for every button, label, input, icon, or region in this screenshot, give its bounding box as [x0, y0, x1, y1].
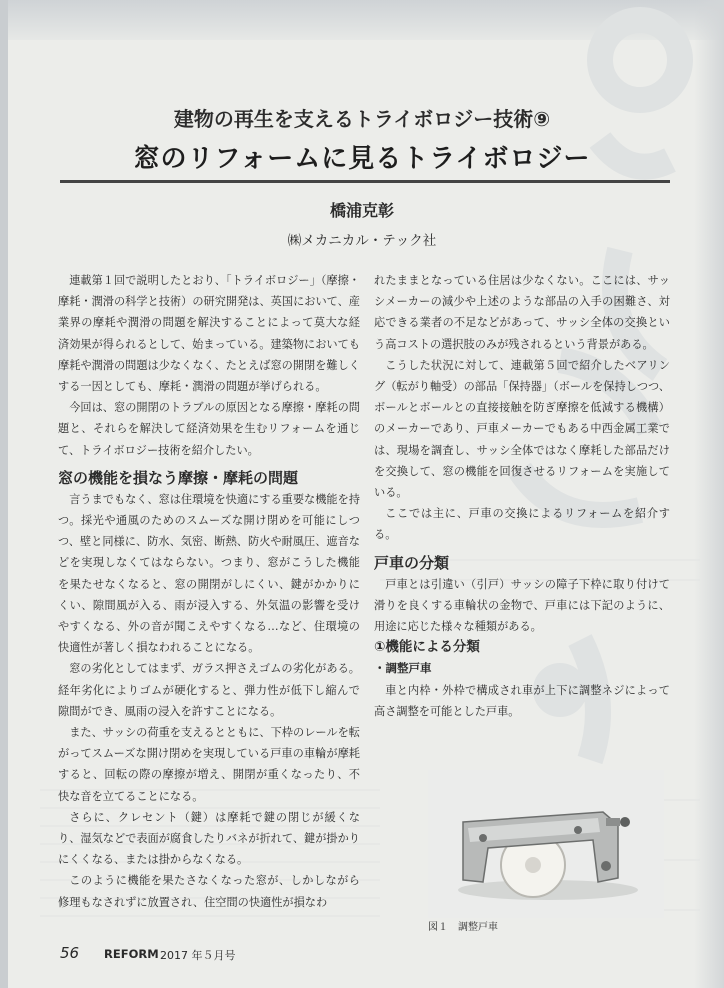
sub-heading: ①機能による分類	[374, 639, 480, 656]
body-paragraph: 言うまでもなく、窓は住環境を快適にする重要な機能を持つ。採光や通風のためのスムーズな開け閉めを可能にしつつ、壁と同様に、防水、気密、断熱、防火や耐風圧、遮音などを実現しなくてはならない。つまり、窓がこうした機能を果たせなくなると、窓の開閉がしにくい、鍵がかかりにくい、隙間風が入る、雨が浸入する、外気温の影響を受けやすくなる、外の音が聞こえやすくなる…など、住環境の快適性が著しく損なわれることになる。	[58, 492, 360, 655]
body-paragraph: 窓の劣化としてはまず、ガラス押さえゴムの劣化がある。経年劣化によりゴムが硬化すると、弾力性が低下し縮んで隙間ができ、風雨の浸入を許すことになる。	[58, 662, 360, 718]
section-heading: 戸車の分類	[374, 553, 450, 572]
author-name: 橋浦克彰	[329, 201, 394, 220]
body-paragraph: 戸車とは引違い（引戸）サッシの障子下枠に取り付けて滑りを良くする車輪状の金物で、戸車には下記のように、用途に応じた様々な種類がある。	[374, 577, 670, 634]
right-column	[374, 270, 670, 722]
section-heading: 窓の機能を損なう摩擦・摩耗の問題	[58, 468, 299, 487]
figure-caption: 図１ 調整戸車	[428, 922, 498, 933]
item-heading: ・調整戸車	[374, 661, 432, 676]
series-title: 建物の再生を支えるトライボロジー技術⑨	[173, 107, 551, 131]
author-affiliation: ㈱メカニカル・テック社	[287, 233, 437, 249]
intro-paragraph: 連載第１回で説明したとおり、「トライボロジー」（摩擦・摩耗・潤滑の科学と技術）の研究開発は、英国において、産業界の摩耗や潤滑の問題を解決することによって莫大な経済効果が得られるとして、始まっている。建築物においても摩耗や潤滑の問題は少なくなく、たとえば窓の開閉を難しくする一因としても、摩耗・潤滑の問題が挙げられる。	[58, 274, 360, 394]
body-paragraph: さらに、クレセント（鍵）は摩耗で鍵の閉じが緩くなり、湿気などで表面が腐食したりバネが折れて、鍵が掛かりにくくなる、または掛からなくなる。	[58, 810, 360, 867]
page-number: 56	[60, 944, 80, 962]
issue-date: 2017 年５月号	[160, 949, 236, 962]
magazine-name: REFORM	[104, 947, 159, 961]
body-paragraph: れたままとなっている住居は少なくない。ここには、サッシメーカーの減少や上述のような部品の入手の困難さ、対応できる業者の不足などがあって、サッシ全体の交換という高コストの選択肢のみが残されるという背景がある。	[374, 274, 670, 351]
door-roller-photo	[428, 770, 664, 918]
door-roller-icon	[428, 770, 664, 918]
body-paragraph: 車と内枠・外枠で構成され車が上下に調整ネジによって高さ調整を可能とした戸車。	[374, 683, 670, 718]
page-title: 窓のリフォームに見るトライボロジー	[133, 144, 591, 174]
body-paragraph: ここでは主に、戸車の交換によるリフォームを紹介する。	[374, 507, 670, 542]
body-paragraph: こうした状況に対して、連載第５回で紹介したベアリング（転がり軸受）の部品「保持器」（ボールを保持しつつ、ボールとボールとの直接接触を防ぎ摩擦を低減する機構）のメーカーであり、戸車メーカーでもある中西金属工業では、現場を調査し、サッシ全体ではなく摩耗した部品だけを交換して、窓の機能を回復させるリフォームを実施している。	[374, 358, 670, 500]
body-paragraph: また、サッシの荷重を支えるとともに、下枠のレールを転がってスムーズな開け閉めを実現している戸車の車輪が摩耗すると、回転の際の摩擦が増え、開閉が重くなったり、不快な音を立てることになる。	[58, 726, 360, 803]
title-rule	[60, 180, 670, 183]
intro-paragraph: 今回は、窓の開閉のトラブルの原因となる摩擦・摩耗の問題と、それらを解決して経済効果を生むリフォームを通じて、トライボロジー技術を紹介したい。	[58, 401, 360, 457]
left-column	[58, 270, 360, 913]
body-paragraph: このように機能を果たさなくなった窓が、しかしながら修理もなされずに放置され、住空間の快適性が損なわ	[58, 874, 360, 909]
